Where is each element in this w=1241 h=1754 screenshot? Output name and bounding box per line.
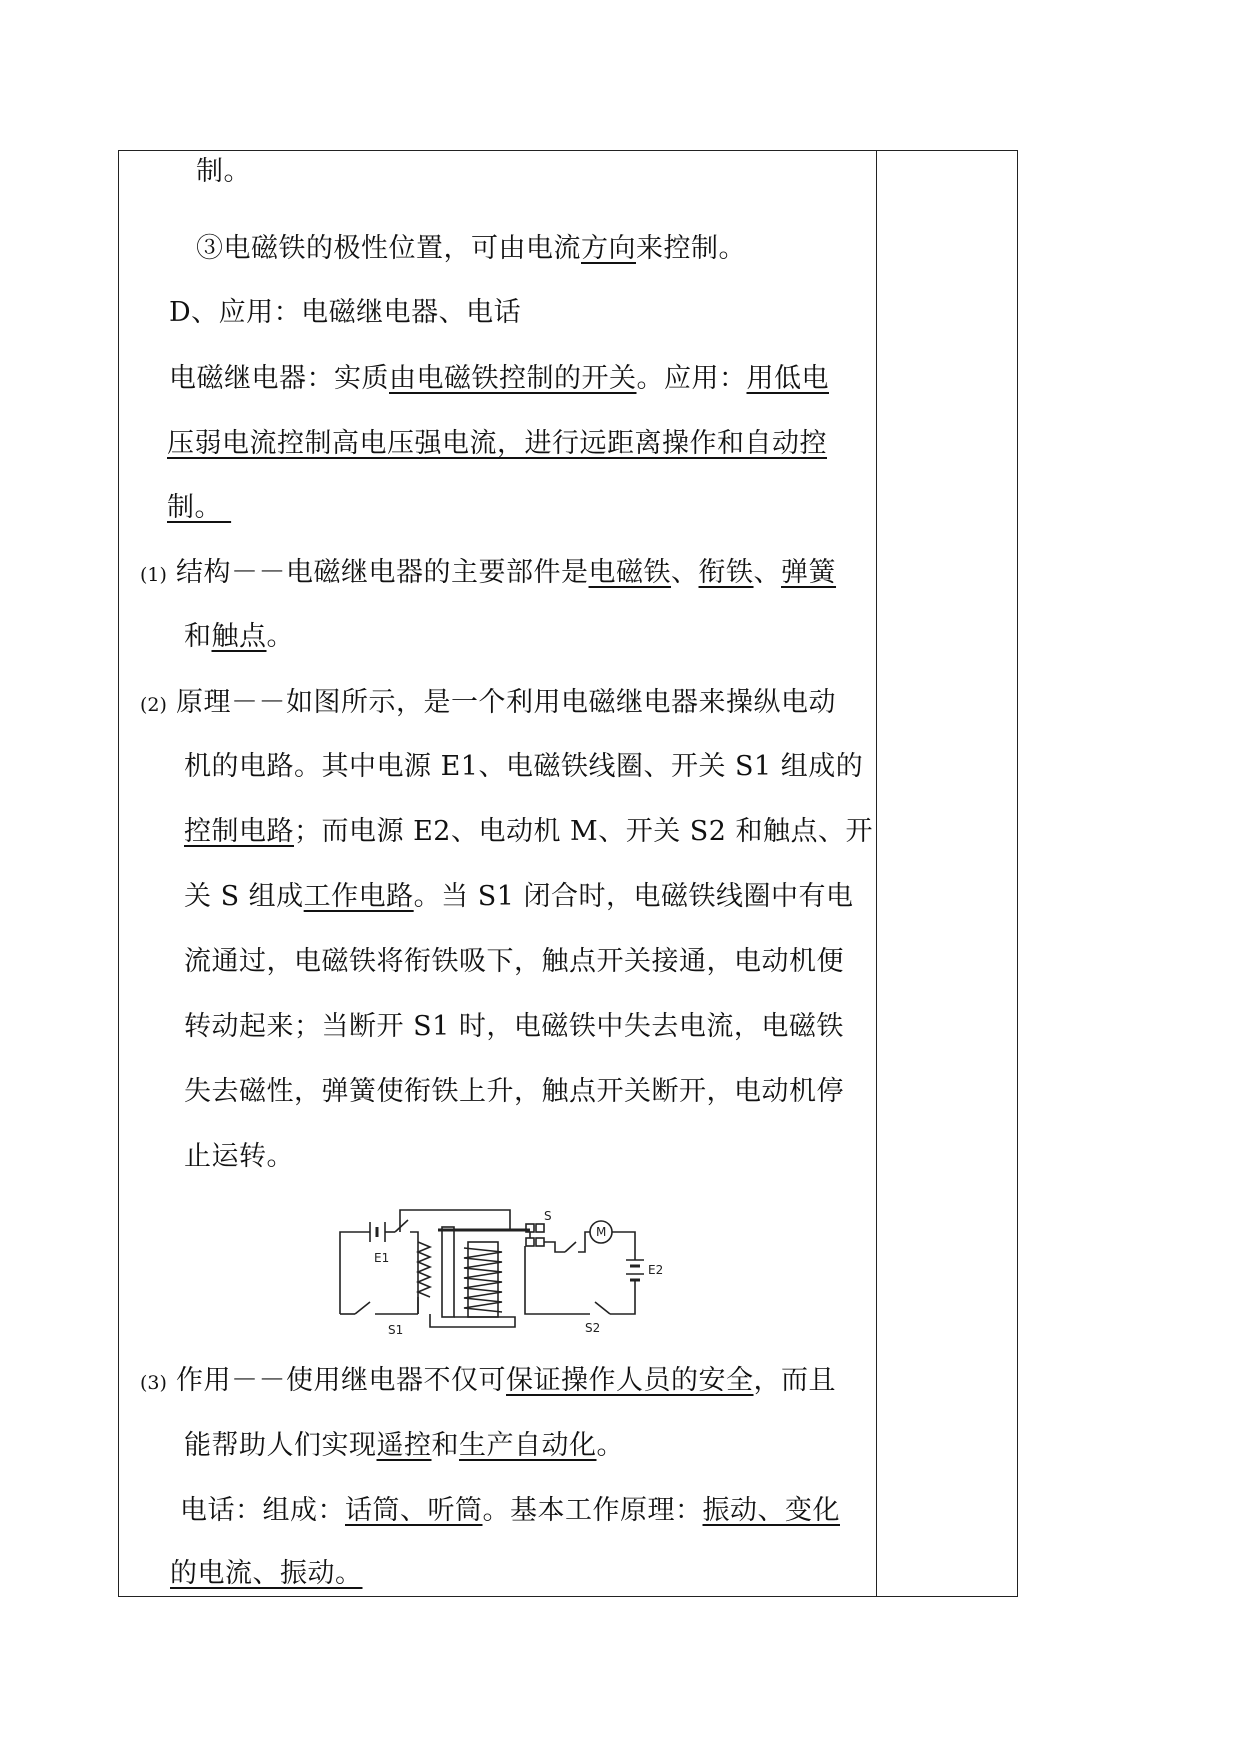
line-19: 电话：组成：话筒、听筒。基本工作原理：振动、变化 [180, 1495, 840, 1526]
label-s: S [544, 1209, 552, 1223]
line-13: 流通过，电磁铁将衔铁吸下，触点开关接通，电动机便 [184, 946, 844, 977]
line-11: 控制电路；而电源 E2、电动机 M、开关 S2 和触点、开 [184, 816, 874, 847]
label-s2: S2 [585, 1321, 601, 1335]
line-15: 失去磁性，弹簧使衔铁上升，触点开关断开，电动机停 [184, 1076, 844, 1107]
line-3: D、应用：电磁继电器、电话 [169, 297, 522, 328]
label-m: M [596, 1225, 607, 1239]
line-16: 止运转。 [184, 1141, 294, 1172]
line-2: ③电磁铁的极性位置，可由电流方向来控制。 [196, 233, 746, 264]
line-10: 机的电路。其中电源 E1、电磁铁线圈、开关 S1 组成的 [184, 751, 864, 782]
column-divider [876, 151, 877, 1596]
relay-circuit-diagram [330, 1202, 690, 1337]
line-1: 制。 [196, 156, 251, 187]
label-e2: E2 [648, 1263, 664, 1277]
label-e1: E1 [374, 1251, 390, 1265]
line-17: (3) 作用－－使用继电器不仅可保证操作人员的安全，而且 [140, 1365, 837, 1396]
line-5: 压弱电流控制高电压强电流，进行远距离操作和自动控 [167, 428, 827, 459]
line-6: 制。 [167, 492, 222, 523]
line-7: (1) 结构－－电磁继电器的主要部件是电磁铁、衔铁、弹簧 [140, 557, 837, 588]
line-9: (2) 原理－－如图所示，是一个利用电磁继电器来操纵电动 [140, 687, 837, 718]
line-18: 能帮助人们实现遥控和生产自动化。 [184, 1430, 624, 1461]
line-8: 和触点。 [184, 621, 294, 652]
label-s1: S1 [388, 1323, 404, 1337]
line-4: 电磁继电器：实质由电磁铁控制的开关。应用：用低电 [169, 363, 829, 394]
line-12: 关 S 组成工作电路。当 S1 闭合时，电磁铁线圈中有电 [184, 881, 854, 912]
line-14: 转动起来；当断开 S1 时，电磁铁中失去电流，电磁铁 [184, 1011, 844, 1042]
line-20: 的电流、振动。 [170, 1558, 363, 1589]
